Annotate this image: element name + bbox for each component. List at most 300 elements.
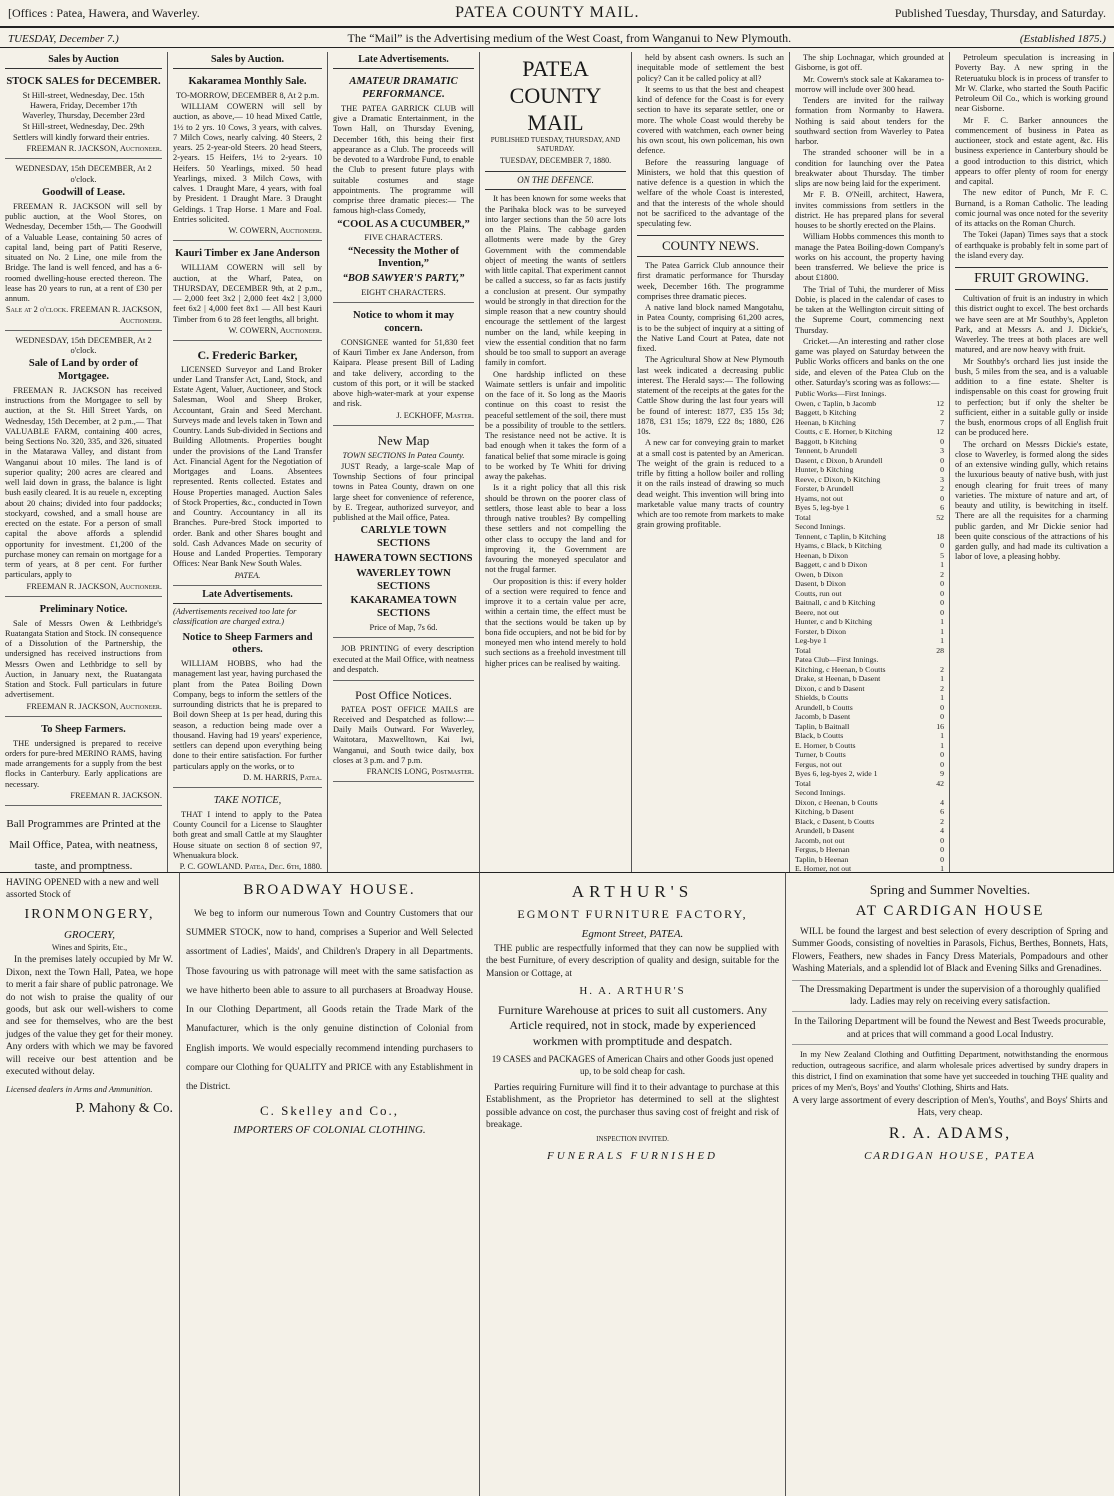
score-row [795,684,944,694]
runs: 0 [940,759,944,769]
score-row [795,693,944,703]
runs: 4 [940,797,944,807]
score-row [795,437,944,447]
score-row [795,636,944,646]
advert-signature: J. ECKHOFF, Master. [396,410,474,420]
advert-headline: IRONMONGERY, [24,906,155,922]
score-row [795,579,944,589]
advert-body: We beg to inform our numerous Town and Country Customers that our SUMMER STOCK, now to hand, comprises a Superior and Well Selected assortment of Ladies', Maids', and Children's Drapery in all Departments. Those favouring us with patronage will meet with the same satisfaction as we have hitherto been able to assure to all purchasers at Broadway House. In our Clothing Department, all Goods retain the Trade Mark of the Manufacturer, which is the only genuine distinction of Colonial from English imports. We would especially recommend intending purchasers to compare our Clothing for QUALITY and PRICE with any Establishment in the District. [186,908,473,1093]
batsman: Dixon, c Heenan, b Coutts [795,797,878,807]
score-row [795,722,944,732]
advert-signature: D. M. HARRIS, Patea. [243,772,322,782]
classification-note: (Advertisements received too late for classification are charged extra.) [173,607,297,627]
advert-signature: P. Mahony & Co. [75,1100,173,1116]
batsman: Coutts, c E. Horner, b Kitching [795,427,893,436]
advert-body: A very large assortment of every description of Men's, Youths', and Boys' Shirts and Hats, very cheap. [792,1095,1108,1118]
batsman: Hunter, c and b Kitching [795,617,872,626]
news-item: A native land block named Mangotahu, in Patea County, comprising 61,200 acres, is to be the subject of inquiry at a sitting of the Native Land Court at Patea, date not fixed. [637,303,784,354]
score-row [795,817,944,827]
advert-line: Hawera, Friday, December 17th [29,101,138,111]
offices-line: [Offices : Patea, Hawera, and Waverley. [8,5,200,20]
map-price: Price of Map, 7s 6d. [369,623,438,632]
runs: 0 [940,541,944,550]
batsman: Dixon, c and b Dasent [795,683,865,693]
batsman: E. Horner, b Coutts [795,740,856,750]
runs: 5 [940,550,944,560]
runs: 0 [940,588,944,598]
advert-title-2: AT CARDIGAN HOUSE [855,903,1045,920]
advert-signature: W. COWERN, Auctioneer. [228,325,322,335]
advert-signature: FRANCIS LONG, Postmaster. [366,767,474,777]
advert-body: WILL be found the largest and best selection of every description of Spring and Summer Goods, consisting of novelties in Parasols, Fichus, Berthes, Bonnets, Hats, Flowers, Feathers, new shades in Fancy Dress Materials, Pompadours and other Washing Materials, and a splendid lot of Black and Evening Silks and Grenadines. [792,926,1108,975]
advert-arthurs-furniture [480,872,786,1496]
advert-date: TO-MORROW, DECEMBER 8, At 2 p.m. [175,90,320,100]
advert-line: St Hill-street, Wednesday, Dec. 15th [22,90,145,100]
section-header: Late Advertisements. [333,54,474,69]
advert-note: Licensed dealers in Arms and Ammunition. [6,1084,153,1095]
advert-signature-sub: IMPORTERS OF COLONIAL CLOTHING. [233,1123,426,1136]
advert-subtitle: GROCERY, [63,929,116,942]
article-paragraph: Cultivation of fruit is an industry in which this district ought to excel. The best orchards we have seen are at Mr Southby's, Appleton Park, and at Messrs A. and J. Dickie's, Waverley. The trees at both places are well matured, and are now heavy with fruit. [955,294,1108,355]
advert-signature: FREEMAN R. JACKSON. [70,790,162,800]
section-header: Sales by Auction. [173,54,322,69]
editorial-paragraph: It seems to us that the best and cheapest kind of defence for the Coast is for every section to have its separate settler, one or more. The whole Coast would thereby be covered with watchmen, each owner being his own scout, his own policeman, his own defence. [637,84,784,156]
runs: 1 [940,617,944,626]
news-item: The Patea Garrick Club announce their first dramatic performance for Thursday week, December 16th. The programme comprises three dramatic pieces. [637,261,784,301]
score-row [795,446,944,456]
batsman: Hyams, c Black, b Kitching [795,541,882,550]
innings-rows [795,665,944,779]
batsman: Fergus, not out [795,759,842,769]
batsman: Baggett, c and b Dixon [795,560,868,569]
advert-signature: R. A. ADAMS, [888,1125,1012,1143]
map-section: CARLYLE TOWN SECTIONS [360,525,447,550]
batsman: Reeve, c Dixon, b Kitching [795,474,881,484]
column-4 [480,52,632,872]
score-row [795,712,944,722]
runs: 6 [940,807,944,816]
advert-name: H. A. ARTHUR'S [579,985,686,997]
innings-header: Second Innings. [795,522,846,531]
news-item: A new car for conveying grain to market at a small cost is patented by an American. The weight of the grain is reduced to a trifle by fitting a hollow boiler and rolling it on the rails instead of drawing so much dead weight. This invention will bring into marketable value many tracts of country which are too remote from markets to make grain growing profitable. [637,438,784,530]
play-title: “COOL AS A CUCUMBER,” [337,218,470,230]
innings-header: Second Innings. [795,788,846,797]
score-row [795,598,944,608]
editorial-masthead: PATEA COUNTY MAIL [509,56,602,135]
play-characters: EIGHT CHARACTERS. [361,287,446,297]
advert-body: THE public are respectfully informed that they can now be supplied with the best Furniture, of every description of quality and design, suitable for the Mansion or Cottage, at [486,943,779,979]
editorial-paragraph: Is it a right policy that all this risk should be thrown on the poorer class of settlers, those least able to bear a loss through native troubles? By compelling these settlers and not compelling the other class to occupy the land and for improving it, the Government are favouring the moneyed speculator and not the frugal farmer. [485,483,626,575]
advert-body: Parties requiring Furniture will find it to their advantage to purchase at this Establishment, as the Proprietor has determined to sell at the slightest possible advance on cost, the purchaser thus saving cost of freight and risk of breakage. [486,1082,779,1130]
advert-date: WEDNESDAY, 15th DECEMBER, At 2 o'clock. [15,164,152,184]
play-characters: FIVE CHARACTERS. [364,233,443,243]
advert-title: ARTHUR'S [571,882,694,901]
county-news-header: COUNTY NEWS. [637,235,784,257]
editorial-title: ON THE DEFENCE. [485,171,626,190]
advert-stock-sales [5,72,162,159]
score-row [795,703,944,713]
batsman: Kitching, c Heenan, b Coutts [795,664,886,674]
batsman: Leg-bye 1 [795,636,827,645]
news-item: Mr F. B. O'Neill, architect, Hawera, invites commissions from settlers in the district. He has prepared plans for several houses to be shortly erected on the Plains. [795,190,944,230]
advert-goodwill-lease [5,162,162,330]
score-row [795,807,944,817]
advert-footer: FUNERALS FURNISHED [546,1149,718,1162]
score-row [795,608,944,618]
map-section: KAKARAMEA TOWN SECTIONS [350,595,457,620]
advert-title: Preliminary Notice. [39,603,128,615]
advert-title: Sale of Land by order of Mortgagee. [28,358,139,383]
advert-signature: W. COWERN, Auctioneer. [228,226,322,236]
advert-boiling-down [173,628,322,789]
issue-date: TUESDAY, December 7.) [8,32,119,45]
score-row [795,855,944,865]
runs: 1 [940,693,944,702]
score-row [795,627,944,637]
advert-body: THAT I intend to apply to the Patea County Council for a License to Slaughter both great and small Cattle at my Slaughter House situate on section 8 of section 97, Whenuakura block. [173,809,322,860]
advert-signature: FREEMAN R. JACKSON, Auctioneer. [26,581,162,591]
batsman: Drake, st Heenan, b Dasent [795,674,881,683]
score-row [795,427,944,437]
editorial-date: TUESDAY, DECEMBER 7, 1880. [499,155,612,165]
news-item: The stranded schooner will be in a condition for launching over the Patea breakwater about Thursday. The timber slips are now being laid for the experiment. [795,148,944,188]
news-item: The ship Lochnagar, which grounded at Gisborne, is got off. [795,53,944,73]
editorial-publication: PUBLISHED TUESDAY, THURSDAY, AND SATURDAY. [490,136,621,154]
advert-title: New Map [377,432,430,448]
advert-body: THE undersigned is prepared to receive orders for pure-bred MERINO RAMS, having made arrangements for a supply from the best flocks in Canterbury. Early applications are necessary. [5,738,162,789]
score-row [795,836,944,846]
play-title: “Necessity the Mother of Invention,” [348,245,459,270]
runs: 1 [940,626,944,636]
runs: 2 [940,816,944,826]
news-item: William Hobbs commences this month to manage the Patea Boiling-down Company's works on his account, the property having been transferred. We believe the price is about £1800. [795,232,944,283]
batsman: E. Horner, not out [795,864,852,872]
runs: 1 [940,740,944,750]
runs: 0 [940,854,944,864]
advert-title: AMATEUR DRAMATIC PERFORMANCE. [349,76,458,100]
batsman: Coutts, run out [795,588,842,598]
batsman: Beere, not out [795,607,839,617]
innings-header: Patea Club—First Innings. [795,655,879,664]
advert-barker [173,344,322,586]
batsman: Fergus, b Heenan [795,845,850,854]
score-row [795,399,944,409]
editorial-paragraph: It has been known for some weeks that the Parihaka block was to be surveyed into larger sections than the 50 acre lots on the Plains. The cabbage garden allotments were made by the Grey Government with the commendable object of meeting the wants of settlers with little capital. That experiment cannot be called a success, so far as facts justify a conclusion at present. Our sympathy would be strongly in that direction for the simple reason that a new country should encourage the settlement of the largest number on the land, while keeping in view the essential condition that no farm should be too small to support an average family in comfort. [485,194,626,368]
advert-body: JUST Ready, a large-scale Map of Township Sections of four principal towns in Patea County, drawn on one large sheet for convenience of reference, by E. Tregear, authorized surveyor, and published at the Mail office, Patea. [333,461,474,523]
batsman: Black, c Dasent, b Coutts [795,816,875,826]
runs: 0 [940,436,944,446]
score-row [795,408,944,418]
advert-body: THE PATEA GARRICK CLUB will give a Dramatic Entertainment, in the Town Hall, on Thursday Evening, December 16th, this being their first appearance as a Club. The proceeds will be devoted to a Wardrobe Fund, to enable the Club to present future plays with suitable costumes and stage appointments. The programme will comprise three dramatic pieces:— The famous high-class Comedy, [333,103,474,216]
runs: 2 [940,408,944,417]
score-row [795,570,944,580]
section-header: Sales by Auction [5,54,162,69]
runs: 0 [940,607,944,617]
advert-mortgagee-sale [5,334,162,597]
runs: 12 [936,398,944,408]
column-6 [790,52,950,872]
runs: 1 [940,864,944,872]
innings-total: Total 42 [795,778,944,788]
advert-title: Post Office Notices. [355,688,452,702]
runs: 0 [940,598,944,607]
score-row [795,551,944,561]
advert-line: St Hill-street, Wednesday, Dec. 29th [22,121,145,131]
runs: 0 [940,465,944,474]
advert-body: In the premises lately occupied by Mr W. Dixon, next the Town Hall, Patea, we hope to merit a fair share of public patronage. We do not wish to praise the quality of our goods, but ask our well-wishers to come and see for themselves, who are the best judges of the value they get for their money. Any orders with which we may be favored will receive our best attention and be executed without delay. [6,955,173,1077]
batsman: Jacomb, not out [795,835,845,845]
advert-kakaramea-sale [173,72,322,241]
advert-body: CONSIGNEE wanted for 51,830 feet of Kauri Timber ex Jane Anderson, from Kaipara. Please present Bill of Lading and take delivery, according to the custom of this port, or it will be stacked above high-water-mark at your expense and risk. [333,337,474,409]
map-section: WAVERLEY TOWN SECTIONS [356,567,451,592]
batsman: Byes 6, leg-byes 2, wide 1 [795,769,878,778]
advert-job-printing [333,641,474,681]
column-1 [0,52,168,872]
advert-title: Kakaramea Monthly Sale. [188,76,307,88]
runs: 7 [940,417,944,427]
batsman: Byes 5, leg-bye 1 [795,503,850,512]
batsman: Shields, b Coutts [795,693,849,702]
score-row [795,674,944,684]
advert-small: Wines and Spirits, Etc., [51,942,128,952]
score-row [795,760,944,770]
tagline: The “Mail” is the Advertising medium of the West Coast, from Wanganui to New Plymouth. [347,31,792,45]
news-item: The new editor of Punch, Mr F. C. Burnand, is a Roman Catholic. The leading comic journal was once noted for the severity of its attacks on the Roman Church. [955,188,1108,228]
score-row [795,541,944,551]
runs: 0 [940,845,944,854]
score-row [795,665,944,675]
runs: 3 [940,446,944,455]
advert-title: Goodwill of Lease. [41,186,126,198]
fruit-growing-header: FRUIT GROWING. [955,267,1108,290]
runs: 0 [940,493,944,503]
score-row [795,864,944,872]
editorial-paragraph: held by absent cash owners. Is such an inequitable mode of settlement the best policy? Can it be called policy at all? [637,53,784,83]
advert-title: BROADWAY HOUSE. [243,882,416,898]
score-row [795,589,944,599]
advert-broadway-house [180,872,480,1496]
batsman: Arundell, b Coutts [795,702,853,712]
advert-body: Sale of Messrs Owen & Lethbridge's Ruatangata Station and Stock. IN consequence of a Dissolution of the Partnership, the undersigned has received instructions from Messrs Owen and Lethbridge to sell by Auction, in January next, the Ruatangata Station and Stock. Full particulars in future advertisement. [5,618,162,700]
batsman: Owen, b Dixon [795,569,843,579]
score-row [795,418,944,428]
advert-title: To Sheep Farmers. [41,723,126,735]
runs: 12 [936,427,944,436]
batsman: Turner, b Coutts [795,750,846,759]
score-row [795,845,944,855]
advert-title: Notice to whom it may concern. [353,310,454,335]
batsman: Dasent, c Dixon, b Arundell [795,455,883,465]
runs: 2 [940,484,944,493]
advert-body: JOB PRINTING of every description executed at the Mail Office, with neatness and despatch. [333,644,475,674]
advert-subtitle: Egmont Street, PATEA. [581,928,684,941]
advert-signature-sub: CARDIGAN HOUSE, PATEA [864,1149,1036,1162]
advert-signature: FREEMAN R. JACKSON, Auctioneer. [26,701,162,711]
advert-body: In the Tailoring Department will be found the Newest and Best Tweeds procurable, and at prices that will command a good Local Industry. [792,1016,1108,1045]
advert-body: LICENSED Surveyor and Land Broker under Land Transfer Act, Land, Stock, and Estate Agent, Valuer, Auctioneer, and Stock Salesman, Wool and Sheep Broker, Accountant, Grain and Seed Merchant. Surveys made and levels taken in Town and Country. Lands Sub-divided in Sections and Building Allotments. Properties bought under the provisions of the Land Transfer Act. Financial Agent for the Negotiation of Mortgages and Loans. Absentees represented. Rents collected. Estates and House Properties managed. Auction Sales of Stock Properties, &c., conducted in Town and Country. Accountancy in all its Branches. Pure-bred Stock imported to order. Bank and other Shares bought and sold. Cash Advances Made on security of House and Landed Properties. Temporary Offices: Near Bank New South Wales. [173,364,322,569]
advert-body: Furniture Warehouse at prices to suit all customers. Any Article required, not in stock, made by experienced workmen with promptitude and despatch. [497,1002,768,1049]
advert-title: C. Frederic Barker, [197,348,298,363]
editorial-paragraph: One hardship inflicted on these Waimate settlers is unfair and impolitic on the face of it. So long as the Maoris continue on this coast to resist the peaceful settlement of the soil, there must be a possibility of trouble to the settlers. The resistance need not be active. It is bad enough when it takes the form of a fanatical belief that some miracle is going to be worked by Te Whiti for driving away the pakehas. [485,369,626,482]
score-row [795,532,944,542]
advert-body: WILLIAM HOBBS, who had the management last year, having purchased the plant from the Patea Boiling Down Company, begs to inform the settlers of the surrounding districts that he is prepared to Boil down Sheep at 1s per head, during this season, a reduction being made over a thousand. Having had 19 years' experience, settlers can depend upon everything being done to their entire satisfaction. For further particulars apply on the works, or to [173,659,322,771]
batsman: Arundell, b Dasent [795,826,855,835]
runs: 0 [940,455,944,465]
score-row [795,731,944,741]
score-row [795,750,944,760]
advert-post-office [333,684,474,782]
batsman: Heenan, b Dixon [795,550,849,560]
news-item: Cricket.—An interesting and rather close game was played on Saturday between the Public Works officers and banks on the one side, and eleven of the Patea Club on the other. Saturday's scoring was as follows:— [795,336,944,387]
advert-signature: Sale at 2 o'clock. FREEMAN R. JACKSON, Auctioneer. [5,305,162,325]
runs: 1 [940,560,944,569]
advert-cardigan-house [786,872,1114,1496]
advert-title: STOCK SALES for DECEMBER. [6,76,161,88]
batsman: Kitching, b Dasent [795,807,854,816]
runs: 0 [940,702,944,712]
advert-body: 19 CASES and PACKAGES of American Chairs and other Goods just opened up, to be sold cheap for cash. [491,1054,774,1076]
advert-title: Notice to Sheep Farmers and others. [182,631,313,656]
score-row [795,484,944,494]
advert-signature: FREEMAN R. JACKSON, Auctioneer. [26,144,162,154]
news-item: Mr. Cowern's stock sale at Kakaramea to-morrow will include over 300 head. [795,74,944,94]
batsman: Hyams, not out [795,493,843,503]
advert-preliminary-notice [5,600,162,717]
runs: 4 [940,826,944,835]
innings-header: Public Works—First Innings. [795,389,887,398]
score-row [795,475,944,485]
innings-rows [795,532,944,646]
batsman: Baggett, b Kitching [795,408,857,417]
runs: 16 [936,721,944,731]
column-3 [328,52,480,872]
advert-take-notice [173,791,322,872]
innings-total: Total 52 [795,512,944,522]
subhead [0,30,1114,48]
map-section: HAWERA TOWN SECTIONS [334,553,473,565]
advert-ironmongery [0,872,180,1496]
advert-body: FREEMAN R. JACKSON has received instructions from the Mortgagee to sell by auction, at the St. Hill Street Yards, on Wednesday, 15th December, at 2 p.m.,— That VALUABLE FARM, containing 400 acres, being Sections No. 320, 335, and 326, situated in the Matarawa Valley, and distant from Wanganui about 10 miles. The land is of superior quality; 200 acres are cleared and well laid down in grass, the balance is light bush easily cleared. It is au reuele n, excepting about 20 chains; divided into four paddocks; stockyard, cowshed, and a small house are erected on the estate. For a person of small capital the above affords a splendid opportunity for investment. £1,200 of the purchase money can remain on mortgage for a term of years, at 8 per cent. For further particulars, apply to [5,385,162,580]
advert-title-2: EGMONT FURNITURE FACTORY, [517,907,748,922]
publication-days: Published Tuesday, Thursday, and Saturday. [894,5,1106,20]
advert-body: Ball Programmes are Printed at the Mail Office, Patea, with neatness, taste, and promptness. [6,818,161,872]
runs: 0 [940,835,944,845]
advert-date: WEDNESDAY, 15th DECEMBER, At 2 o'clock. [15,335,152,356]
innings-total: Total 28 [795,645,944,655]
news-item: The Tokei (Japan) Times says that a stock of earthquake is probably felt in some part of the island every day. [955,230,1108,260]
batsman: Jacomb, b Dasent [795,712,851,721]
batsman: Forster, b Dixon [795,626,847,636]
advert-body: The Dressmaking Department is under the supervision of a thoroughly qualified lady. Ladies may rely on receiving every satisfaction. [792,980,1108,1013]
news-item: Petroleum speculation is increasing in Poverty Bay. A new spring in the Reteruatuku block is in process of transfer to Mr W. Clarke, who started the South Pacific Petroleum Oil Co., which is working ground near Gisborne. [955,53,1108,114]
advert-consignee-notice [333,306,474,426]
runs: 3 [940,474,944,484]
advert-subtitle: TOWN SECTIONS In Patea County. [342,450,465,460]
advert-title: HAVING OPENED with a new and well assorted Stock of [6,878,159,901]
score-row [795,741,944,751]
advert-signature: PATEA. [234,570,261,580]
innings-rows [795,399,944,513]
cricket-scores [795,389,944,872]
runs: 0 [940,712,944,721]
batsman: Taplin, b Heenan [795,854,849,864]
masthead [0,0,1114,28]
runs: 2 [940,664,944,674]
advert-new-map [333,429,474,638]
advert-line: Waverley, Thursday, December 23rd [22,111,145,121]
advert-body: PATEA POST OFFICE MAILS are Received and Despatched as follow:— Daily Mails Outward. For Waverley, Waitotara, Maxwelltown, Kai Iwi, Wanganui, and South twice daily, box closes at 3 p.m. and 7 p.m. [333,704,474,765]
advert-inspection: INSPECTION INVITED. [596,1135,669,1144]
runs: 9 [940,769,944,778]
runs: 6 [940,503,944,512]
advert-line: Settlers will kindly forward their entries. [13,132,150,142]
column-2 [168,52,328,872]
batsman: Baitnall, c and b Kitching [795,598,876,607]
score-row [795,494,944,504]
batsman: Black, b Coutts [795,731,844,740]
score-row [795,826,944,836]
news-item: Mr F. C. Barker announces the commencement of business in Patea as auctioneer, stock and estate agent, &c. His business experience in Canterbury should be a good introduction to this district, which appears to offer plenty of room for energy and capital. [955,115,1108,186]
newspaper-title: PATEA COUNTY MAIL. [455,4,640,21]
batsman: Taplin, b Baitnall [795,721,850,731]
news-item: Tenders are invited for the railway formation from Normanby to Hawera. Nothing is said about tenders for the southward section from Waverley to Patea harbor. [795,96,944,146]
advert-title: Spring and Summer Novelties. [869,882,1031,897]
score-row [795,769,944,779]
innings-rows [795,798,944,873]
advert-title: TAKE NOTICE, [213,795,282,807]
advert-sheep-farmers [5,720,162,806]
advert-kauri-timber [173,244,322,341]
batsman: Tennent, b Arundell [795,446,858,455]
article-paragraph: The orchard on Messrs Dickie's estate, close to Waverley, is formed along the sides of an extensive winding gully, which retains the luxurious beauty of native bush, with just enough clearing for fruit trees of many varieties. The mixture of nature and art, of beauty and utility, is bewitching in itself. There are all the requisites for a charming public garden, and Mr Dickie senior had been quite conscious of the attractions of his garden gully, and had made its cultivation a labor of love, a pleasing hobby. [955,439,1108,562]
score-row [795,503,944,513]
advert-dramatic-performance [333,72,474,303]
runs: 1 [940,674,944,683]
batsman: Forster, b Arundell [795,484,854,493]
batsman: Owen, c Taplin, b Jacomb [795,398,877,408]
runs: 18 [936,531,944,541]
advert-body: WILLIAM COWERN will sell by auction, as above,— 10 head Mixed Cattle, 1½ to 2 yrs. 10 Cows, 3 years, with calves. 7 Milch Cows, nearly calving. 40 Steers, 2 years. 25 2-year-old Steers. 20 head Steers, 2-years. 15 Heifers, 1½ to 2-years. 10 Heifers. 50 Yearlings, mixed. 50 head Yearlings, mixed. 3 Milch Cows, with calves. 1 Draught Mare, 4 years, with foal by President. 1 Draught Mare. 3 Draught Geldings. 1 Trap Horse. 1 Mare and Foal. Entries solicited. [173,102,322,224]
score-row [795,798,944,808]
score-row [795,560,944,570]
advert-body: In my New Zealand Clothing and Outfitting Department, notwithstanding the enormous reduction, outrageous sacrifice, and alarm wholesale prices advertised by sundry drapers in this district, I find on examination that some have yet succeeded in touching THE quality and prices of my Men's, Boys' and Youths' Clothing, Shirts and Hats. [792,1050,1108,1093]
score-row [795,456,944,466]
score-row [795,617,944,627]
news-item: The Agricultural Show at New Plymouth last week indicated a decreasing public interest. The Herald says:— The following statement of the receipts at the gates for the Cattle Show during the last four years will be found of interest: 1877, £35 15s 3d; 1878, £31 15s; 1879, £22 8s; 1880, £26 10s. [637,355,784,437]
batsman: Heenan, b Kitching [795,417,856,427]
runs: 1 [940,636,944,645]
section-header: Late Advertisements. [173,589,322,604]
column-7 [950,52,1114,872]
article-paragraph: Mr Southby's orchard lies just inside the bush, 5 miles from the sea, and is a valuable addition to a fine estate. Shelter is indispensable on this coast for growing fruit to perfection; but if only the shelter be sufficient, either in a suitable gully or inside the bush, enormous crops of all English fruit can be produced here. [955,356,1108,438]
advert-signature: P. C. GOWLAND. Patea, Dec. 6th, 1880. [179,862,322,872]
batsman: Dasent, b Dixon [795,579,846,588]
score-row [795,465,944,475]
advert-signature: C. Skelley and Co., [259,1102,400,1118]
advert-body: FREEMAN R. JACKSON will sell by public auction, at the Wool Stores, on Wednesday, December 15th,— The Goodwill of a Valuable Lease, containing 50 acres of capital land, being part of Patiti Reserve, situated on No. 2 Line, one mile from the Bridge. The land is well fenced, and has a 6-roomed dwelling-house erected thereon. The lease has 20 years to run, at a rent of £30 per annum. [5,201,162,304]
runs: 0 [940,579,944,588]
runs: 1 [940,731,944,740]
advert-body: WILLIAM COWERN will sell by auction, at the Wharf, Patea, on THURSDAY, DECEMBER 9th, at 2 p.m.,— 2,000 feet 3x2 | 2,000 feet 4x2 | 3,000 feet 6x2 | 4,000 feet 8x1 — All best Kauri Timber from 6 to 28 feet lengths, all bright. [173,263,322,324]
established-note: (Established 1875.) [1019,32,1106,45]
batsman: Tennent, c Taplin, b Kitching [795,531,887,541]
runs: 0 [940,750,944,759]
editorial-paragraph: Our proposition is this: if every holder of a section were required to fence and improve it to a certain value per acre, within a certain time, the effect must be that the sections would be taken up by bona fide occupiers, and not be bid for by moneyed men who intend merely to hold such sections as a freehold investment till higher prices can be realised by waiting. [485,576,626,668]
runs: 2 [940,569,944,579]
play-title: “BOB SAWYER'S PARTY,” [342,273,465,285]
runs: 2 [940,683,944,693]
batsman: Hunter, b Kitching [795,465,854,474]
